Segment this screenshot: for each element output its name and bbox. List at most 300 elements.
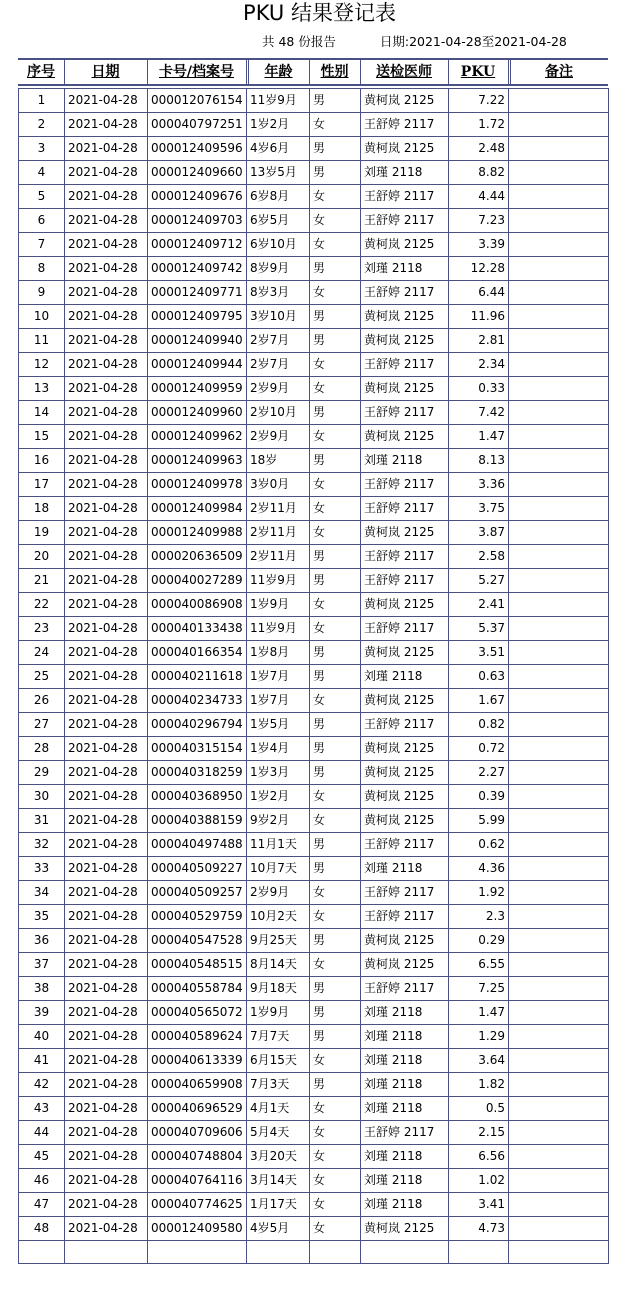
- cell-index: 14: [19, 401, 65, 425]
- table-row: [19, 281, 609, 305]
- table-row: [19, 713, 609, 737]
- cell-card-no: 000040166354: [148, 641, 247, 665]
- cell-doctor: 黄柯岚 2125: [361, 809, 449, 833]
- cell-notes: [509, 1073, 609, 1097]
- cell-sex: 男: [310, 665, 361, 689]
- cell-notes: [509, 593, 609, 617]
- cell-doctor: 王舒婷 2117: [361, 497, 449, 521]
- cell-age: [247, 1241, 310, 1264]
- header-divider: [309, 60, 310, 84]
- table-row: [19, 593, 609, 617]
- cell-sex: 女: [310, 785, 361, 809]
- table-row: [19, 761, 609, 785]
- cell-pku: 3.39: [449, 233, 509, 257]
- cell-date: 2021-04-28: [65, 1169, 148, 1193]
- cell-date: 2021-04-28: [65, 593, 148, 617]
- cell-doctor: 刘瑾 2118: [361, 1025, 449, 1049]
- cell-sex: 女: [310, 353, 361, 377]
- table-row: [19, 161, 609, 185]
- cell-date: 2021-04-28: [65, 281, 148, 305]
- cell-doctor: 刘瑾 2118: [361, 1049, 449, 1073]
- cell-date: 2021-04-28: [65, 617, 148, 641]
- cell-date: 2021-04-28: [65, 257, 148, 281]
- cell-doctor: 王舒婷 2117: [361, 833, 449, 857]
- cell-card-no: 000040368950: [148, 785, 247, 809]
- cell-card-no: 000012409988: [148, 521, 247, 545]
- table-row: [19, 1121, 609, 1145]
- cell-date: 2021-04-28: [65, 761, 148, 785]
- cell-index: 39: [19, 1001, 65, 1025]
- cell-age: 1岁2月: [247, 785, 310, 809]
- cell-pku: 8.82: [449, 161, 509, 185]
- cell-index: 46: [19, 1169, 65, 1193]
- cell-date: 2021-04-28: [65, 1097, 148, 1121]
- cell-card-no: 000040211618: [148, 665, 247, 689]
- cell-doctor: 黄柯岚 2125: [361, 737, 449, 761]
- header-sex: 性别: [320, 64, 349, 80]
- cell-age: 2岁11月: [247, 521, 310, 545]
- cell-pku: 7.22: [449, 89, 509, 113]
- cell-age: 4岁6月: [247, 137, 310, 161]
- cell-doctor: 黄柯岚 2125: [361, 593, 449, 617]
- table-row: [19, 353, 609, 377]
- cell-doctor: 刘瑾 2118: [361, 1097, 449, 1121]
- cell-pku: 4.73: [449, 1217, 509, 1241]
- cell-index: 22: [19, 593, 65, 617]
- cell-date: 2021-04-28: [65, 665, 148, 689]
- cell-age: 4岁5月: [247, 1217, 310, 1241]
- cell-index: 29: [19, 761, 65, 785]
- cell-notes: [509, 113, 609, 137]
- header-pku: PKU: [460, 64, 496, 80]
- cell-doctor: 黄柯岚 2125: [361, 689, 449, 713]
- cell-notes: [509, 329, 609, 353]
- report-count: 共 48 份报告: [262, 34, 336, 49]
- cell-card-no: 000040548515: [148, 953, 247, 977]
- cell-index: 33: [19, 857, 65, 881]
- cell-doctor: 王舒婷 2117: [361, 353, 449, 377]
- cell-notes: [509, 137, 609, 161]
- header-divider: [360, 60, 361, 84]
- cell-date: 2021-04-28: [65, 161, 148, 185]
- cell-age: 3月14天: [247, 1169, 310, 1193]
- cell-doctor: 黄柯岚 2125: [361, 521, 449, 545]
- cell-date: 2021-04-28: [65, 1025, 148, 1049]
- cell-notes: [509, 497, 609, 521]
- cell-card-no: 000040613339: [148, 1049, 247, 1073]
- table-row: [19, 185, 609, 209]
- cell-notes: [509, 521, 609, 545]
- table-row: [19, 497, 609, 521]
- cell-notes: [509, 281, 609, 305]
- cell-pku: 3.36: [449, 473, 509, 497]
- cell-date: 2021-04-28: [65, 473, 148, 497]
- cell-sex: 女: [310, 617, 361, 641]
- table-row: [19, 809, 609, 833]
- cell-card-no: 000012409959: [148, 377, 247, 401]
- cell-doctor: 刘瑾 2118: [361, 1145, 449, 1169]
- cell-doctor: 王舒婷 2117: [361, 881, 449, 905]
- report-subtitle: [262, 34, 567, 50]
- cell-sex: 女: [310, 1121, 361, 1145]
- cell-date: 2021-04-28: [65, 377, 148, 401]
- cell-date: 2021-04-28: [65, 1121, 148, 1145]
- cell-doctor: 黄柯岚 2125: [361, 89, 449, 113]
- cell-pku: 3.87: [449, 521, 509, 545]
- cell-card-no: 000040315154: [148, 737, 247, 761]
- cell-date: 2021-04-28: [65, 545, 148, 569]
- cell-card-no: 000040764116: [148, 1169, 247, 1193]
- cell-date: 2021-04-28: [65, 1073, 148, 1097]
- cell-notes: [509, 929, 609, 953]
- cell-doctor: 刘瑾 2118: [361, 449, 449, 473]
- cell-card-no: 000040748804: [148, 1145, 247, 1169]
- cell-date: 2021-04-28: [65, 1145, 148, 1169]
- table-row: [19, 857, 609, 881]
- cell-age: 3月20天: [247, 1145, 310, 1169]
- cell-doctor: 王舒婷 2117: [361, 569, 449, 593]
- header-date: 日期: [91, 64, 120, 80]
- cell-pku: 0.72: [449, 737, 509, 761]
- cell-notes: [509, 185, 609, 209]
- cell-notes: [509, 1001, 609, 1025]
- header-divider: [248, 60, 249, 84]
- header-divider: [448, 60, 449, 84]
- cell-index: 44: [19, 1121, 65, 1145]
- cell-index: 25: [19, 665, 65, 689]
- cell-date: 2021-04-28: [65, 137, 148, 161]
- cell-index: 17: [19, 473, 65, 497]
- cell-doctor: 刘瑾 2118: [361, 665, 449, 689]
- cell-notes: [509, 1193, 609, 1217]
- cell-pku: 4.36: [449, 857, 509, 881]
- cell-pku: 1.29: [449, 1025, 509, 1049]
- cell-card-no: 000040558784: [148, 977, 247, 1001]
- table-row: [19, 905, 609, 929]
- cell-card-no: 000040547528: [148, 929, 247, 953]
- cell-notes: [509, 209, 609, 233]
- cell-index: 34: [19, 881, 65, 905]
- table-row: [19, 1001, 609, 1025]
- cell-date: 2021-04-28: [65, 305, 148, 329]
- cell-age: 9月25天: [247, 929, 310, 953]
- cell-date: 2021-04-28: [65, 353, 148, 377]
- header-card-no: 卡号/档案号: [158, 64, 235, 80]
- table-row: [19, 377, 609, 401]
- cell-notes: [509, 473, 609, 497]
- cell-index: 6: [19, 209, 65, 233]
- cell-notes: [509, 617, 609, 641]
- cell-card-no: 000012409960: [148, 401, 247, 425]
- table-row: [19, 977, 609, 1001]
- table-row: [19, 929, 609, 953]
- cell-sex: 女: [310, 953, 361, 977]
- cell-card-no: 000040659908: [148, 1073, 247, 1097]
- cell-notes: [509, 881, 609, 905]
- cell-date: 2021-04-28: [65, 209, 148, 233]
- cell-card-no: 000040797251: [148, 113, 247, 137]
- cell-pku: 2.15: [449, 1121, 509, 1145]
- table-row: [19, 785, 609, 809]
- cell-index: 45: [19, 1145, 65, 1169]
- cell-doctor: 黄柯岚 2125: [361, 641, 449, 665]
- report-date-range: 日期:2021-04-28至2021-04-28: [379, 34, 567, 49]
- cell-notes: [509, 1169, 609, 1193]
- cell-notes: [509, 1241, 609, 1264]
- cell-date: 2021-04-28: [65, 521, 148, 545]
- cell-notes: [509, 569, 609, 593]
- cell-date: 2021-04-28: [65, 929, 148, 953]
- cell-age: 2岁7月: [247, 329, 310, 353]
- cell-card-no: 000012409984: [148, 497, 247, 521]
- cell-age: 11岁9月: [247, 569, 310, 593]
- cell-age: 9月18天: [247, 977, 310, 1001]
- cell-card-no: 000040529759: [148, 905, 247, 929]
- cell-index: 8: [19, 257, 65, 281]
- cell-sex: 女: [310, 1145, 361, 1169]
- cell-pku: 2.58: [449, 545, 509, 569]
- cell-notes: [509, 665, 609, 689]
- cell-index: 23: [19, 617, 65, 641]
- cell-sex: 女: [310, 1169, 361, 1193]
- cell-date: 2021-04-28: [65, 1049, 148, 1073]
- cell-sex: 女: [310, 473, 361, 497]
- cell-card-no: 000040709606: [148, 1121, 247, 1145]
- cell-pku: 7.23: [449, 209, 509, 233]
- cell-card-no: 000040388159: [148, 809, 247, 833]
- cell-notes: [509, 713, 609, 737]
- cell-age: 3岁0月: [247, 473, 310, 497]
- header-divider: [508, 60, 509, 84]
- cell-date: 2021-04-28: [65, 713, 148, 737]
- cell-pku: 8.13: [449, 449, 509, 473]
- cell-index: 2: [19, 113, 65, 137]
- cell-age: 2岁11月: [247, 545, 310, 569]
- results-table-body: [19, 89, 609, 1264]
- table-row: [19, 1049, 609, 1073]
- cell-date: 2021-04-28: [65, 641, 148, 665]
- cell-index: 16: [19, 449, 65, 473]
- cell-age: 1岁3月: [247, 761, 310, 785]
- table-row: [19, 113, 609, 137]
- cell-sex: 女: [310, 689, 361, 713]
- cell-age: 6岁5月: [247, 209, 310, 233]
- cell-age: 1岁7月: [247, 665, 310, 689]
- cell-sex: 男: [310, 737, 361, 761]
- cell-pku: 3.51: [449, 641, 509, 665]
- cell-notes: [509, 449, 609, 473]
- cell-pku: 2.27: [449, 761, 509, 785]
- cell-sex: 男: [310, 305, 361, 329]
- report-title: PKU 结果登记表: [243, 1, 396, 25]
- cell-sex: 男: [310, 857, 361, 881]
- cell-card-no: 000012409596: [148, 137, 247, 161]
- table-row: [19, 1193, 609, 1217]
- table-row: [19, 569, 609, 593]
- cell-sex: 男: [310, 929, 361, 953]
- cell-card-no: 000012409742: [148, 257, 247, 281]
- cell-notes: [509, 1217, 609, 1241]
- cell-age: 10月2天: [247, 905, 310, 929]
- table-row: [19, 665, 609, 689]
- cell-index: 12: [19, 353, 65, 377]
- cell-card-no: 000012409676: [148, 185, 247, 209]
- table-row: [19, 257, 609, 281]
- cell-sex: 女: [310, 209, 361, 233]
- cell-doctor: 黄柯岚 2125: [361, 233, 449, 257]
- cell-index: 32: [19, 833, 65, 857]
- cell-sex: 男: [310, 1001, 361, 1025]
- cell-index: 9: [19, 281, 65, 305]
- cell-sex: 女: [310, 425, 361, 449]
- header-index: 序号: [27, 64, 55, 80]
- cell-sex: 男: [310, 761, 361, 785]
- cell-date: 2021-04-28: [65, 425, 148, 449]
- cell-notes: [509, 689, 609, 713]
- cell-doctor: 黄柯岚 2125: [361, 377, 449, 401]
- cell-notes: [509, 737, 609, 761]
- cell-index: 47: [19, 1193, 65, 1217]
- cell-date: 2021-04-28: [65, 185, 148, 209]
- cell-doctor: 王舒婷 2117: [361, 905, 449, 929]
- cell-card-no: 000012076154: [148, 89, 247, 113]
- cell-index: 31: [19, 809, 65, 833]
- cell-doctor: 王舒婷 2117: [361, 617, 449, 641]
- cell-age: 1月17天: [247, 1193, 310, 1217]
- table-row: [19, 137, 609, 161]
- cell-sex: 男: [310, 713, 361, 737]
- cell-notes: [509, 785, 609, 809]
- cell-index: 41: [19, 1049, 65, 1073]
- cell-doctor: 黄柯岚 2125: [361, 1217, 449, 1241]
- cell-doctor: 黄柯岚 2125: [361, 425, 449, 449]
- cell-doctor: 王舒婷 2117: [361, 281, 449, 305]
- cell-index: 24: [19, 641, 65, 665]
- cell-sex: 男: [310, 641, 361, 665]
- cell-age: 8月14天: [247, 953, 310, 977]
- cell-notes: [509, 857, 609, 881]
- header-divider: [64, 60, 65, 84]
- cell-card-no: 000012409703: [148, 209, 247, 233]
- cell-index: 43: [19, 1097, 65, 1121]
- cell-sex: 男: [310, 833, 361, 857]
- table-row: [19, 89, 609, 113]
- cell-notes: [509, 233, 609, 257]
- cell-age: 2岁9月: [247, 881, 310, 905]
- cell-age: 1岁8月: [247, 641, 310, 665]
- cell-date: 2021-04-28: [65, 833, 148, 857]
- cell-index: 48: [19, 1217, 65, 1241]
- cell-date: 2021-04-28: [65, 809, 148, 833]
- cell-notes: [509, 257, 609, 281]
- cell-card-no: 000012409978: [148, 473, 247, 497]
- cell-card-no: 000012409580: [148, 1217, 247, 1241]
- cell-sex: 男: [310, 137, 361, 161]
- header-age: 年龄: [264, 64, 293, 80]
- cell-age: 10月7天: [247, 857, 310, 881]
- table-row: [19, 641, 609, 665]
- table-row: [19, 209, 609, 233]
- cell-date: 2021-04-28: [65, 785, 148, 809]
- cell-age: 1岁9月: [247, 593, 310, 617]
- cell-card-no: 000012409771: [148, 281, 247, 305]
- cell-date: 2021-04-28: [65, 953, 148, 977]
- cell-date: [65, 1241, 148, 1264]
- cell-pku: 2.3: [449, 905, 509, 929]
- cell-date: 2021-04-28: [65, 497, 148, 521]
- cell-age: 1岁2月: [247, 113, 310, 137]
- cell-index: 20: [19, 545, 65, 569]
- cell-pku: 5.37: [449, 617, 509, 641]
- cell-index: 40: [19, 1025, 65, 1049]
- cell-notes: [509, 809, 609, 833]
- cell-sex: 女: [310, 497, 361, 521]
- cell-card-no: 000040509227: [148, 857, 247, 881]
- results-table: [18, 88, 609, 1264]
- table-row: [19, 1241, 609, 1264]
- cell-age: 1岁5月: [247, 713, 310, 737]
- cell-doctor: [361, 1241, 449, 1264]
- cell-index: 26: [19, 689, 65, 713]
- header-doctor: 送检医师: [376, 64, 432, 80]
- cell-pku: 1.47: [449, 1001, 509, 1025]
- cell-pku: 1.72: [449, 113, 509, 137]
- cell-doctor: 刘瑾 2118: [361, 1001, 449, 1025]
- cell-age: 6月15天: [247, 1049, 310, 1073]
- cell-sex: 男: [310, 257, 361, 281]
- cell-age: 3岁10月: [247, 305, 310, 329]
- cell-date: 2021-04-28: [65, 1217, 148, 1241]
- cell-pku: 5.27: [449, 569, 509, 593]
- cell-card-no: 000040133438: [148, 617, 247, 641]
- cell-notes: [509, 161, 609, 185]
- cell-doctor: 黄柯岚 2125: [361, 761, 449, 785]
- cell-pku: 2.48: [449, 137, 509, 161]
- cell-card-no: 000040296794: [148, 713, 247, 737]
- cell-notes: [509, 953, 609, 977]
- cell-sex: 女: [310, 521, 361, 545]
- table-row: [19, 689, 609, 713]
- cell-age: 2岁10月: [247, 401, 310, 425]
- cell-index: 13: [19, 377, 65, 401]
- cell-age: 4月1天: [247, 1097, 310, 1121]
- table-row: [19, 545, 609, 569]
- cell-pku: 2.41: [449, 593, 509, 617]
- cell-doctor: 刘瑾 2118: [361, 257, 449, 281]
- cell-pku: 11.96: [449, 305, 509, 329]
- cell-age: 1岁7月: [247, 689, 310, 713]
- cell-sex: 男: [310, 545, 361, 569]
- cell-card-no: [148, 1241, 247, 1264]
- cell-doctor: 王舒婷 2117: [361, 1121, 449, 1145]
- cell-age: 11岁9月: [247, 617, 310, 641]
- header-divider: [246, 60, 247, 84]
- cell-sex: 男: [310, 977, 361, 1001]
- table-row: [19, 329, 609, 353]
- cell-index: 3: [19, 137, 65, 161]
- cell-sex: 男: [310, 329, 361, 353]
- cell-date: 2021-04-28: [65, 905, 148, 929]
- cell-card-no: 000012409963: [148, 449, 247, 473]
- cell-notes: [509, 401, 609, 425]
- cell-index: 18: [19, 497, 65, 521]
- cell-card-no: 000012409712: [148, 233, 247, 257]
- cell-age: 8岁9月: [247, 257, 310, 281]
- table-row: [19, 473, 609, 497]
- cell-index: 35: [19, 905, 65, 929]
- cell-notes: [509, 977, 609, 1001]
- table-row: [19, 233, 609, 257]
